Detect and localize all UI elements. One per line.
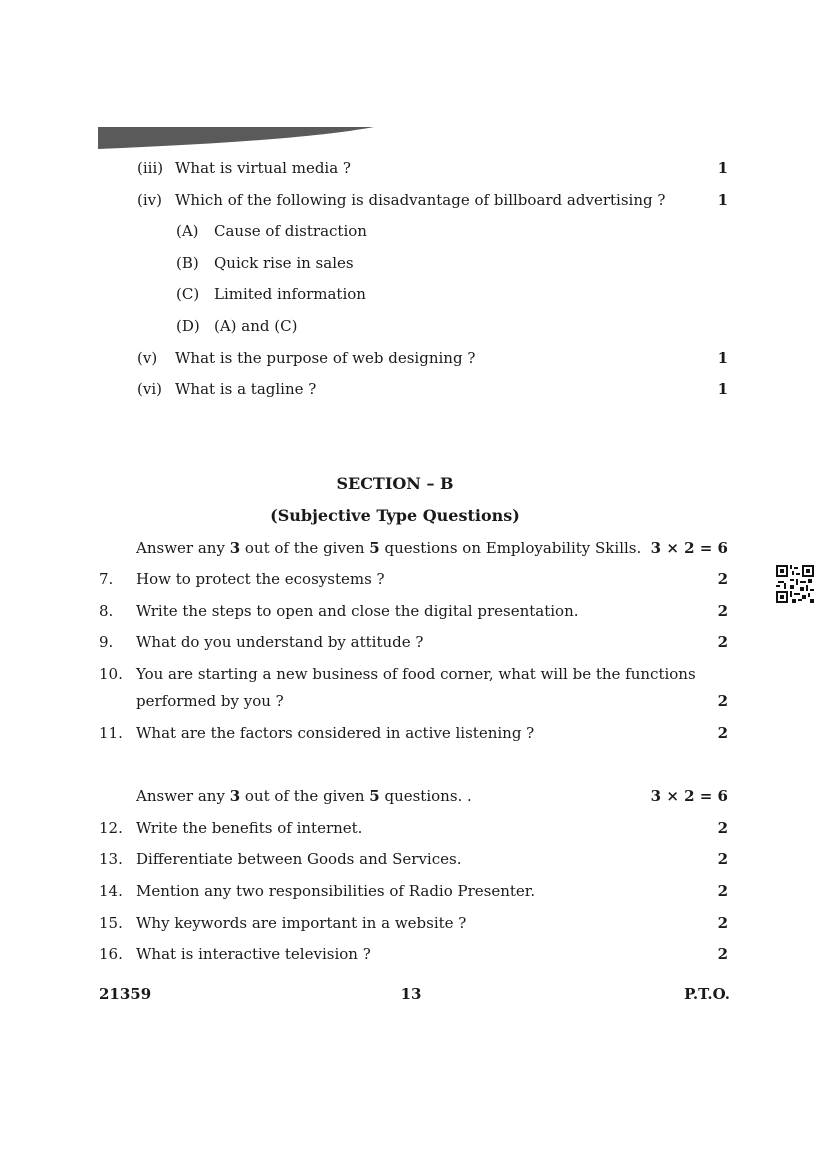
question-marks: 2 xyxy=(717,602,728,620)
option-label: (A) xyxy=(176,222,199,240)
paper-code: 21359 xyxy=(99,985,152,1003)
question-number: 9. xyxy=(99,633,114,651)
question-marks: 2 xyxy=(717,882,728,900)
question-number: 12. xyxy=(99,819,123,837)
question-number: 8. xyxy=(99,602,114,620)
question-marks: 2 xyxy=(717,692,728,710)
option-text: Quick rise in sales xyxy=(214,254,354,272)
question-marks: 2 xyxy=(717,570,728,588)
pto-label: P.T.O. xyxy=(684,985,730,1003)
question-number: 10. xyxy=(99,665,123,683)
section-title: SECTION – B xyxy=(336,474,454,493)
header-band-shape xyxy=(98,127,378,151)
question-marks: 1 xyxy=(717,380,728,398)
question-marks: 2 xyxy=(717,724,728,742)
group-instruction: Answer any 3 out of the given 5 questions on Employability Skills. xyxy=(136,539,642,557)
option-text: Cause of distraction xyxy=(214,222,367,240)
question-text: Write the benefits of internet. xyxy=(136,819,363,837)
question-text: Write the steps to open and close the digital presentation. xyxy=(136,602,579,620)
option-label: (B) xyxy=(176,254,199,272)
question-marks: 2 xyxy=(717,945,728,963)
question-marks: 2 xyxy=(717,914,728,932)
group-marks: 3 × 2 = 6 xyxy=(650,539,728,557)
question-number: 11. xyxy=(99,724,123,742)
option-text: Limited information xyxy=(214,285,366,303)
question-number: 15. xyxy=(99,914,123,932)
option-label: (D) xyxy=(176,317,200,335)
question-marks: 1 xyxy=(717,191,728,209)
group-marks: 3 × 2 = 6 xyxy=(650,787,728,805)
section-subtitle: (Subjective Type Questions) xyxy=(270,506,520,525)
question-number: (iii) xyxy=(137,159,164,177)
option-label: (C) xyxy=(176,285,200,303)
question-marks: 1 xyxy=(717,159,728,177)
question-marks: 2 xyxy=(717,819,728,837)
question-number: (v) xyxy=(137,349,158,367)
question-marks: 2 xyxy=(717,633,728,651)
question-number: (vi) xyxy=(137,380,162,398)
question-text: Differentiate between Goods and Services. xyxy=(136,850,462,868)
qr-code-icon xyxy=(776,565,814,603)
question-number: (iv) xyxy=(137,191,162,209)
question-text: What do you understand by attitude ? xyxy=(136,633,424,651)
question-number: 7. xyxy=(99,570,114,588)
question-text: Why keywords are important in a website ? xyxy=(136,914,467,932)
question-marks: 2 xyxy=(717,850,728,868)
question-number: 14. xyxy=(99,882,123,900)
question-text: What is a tagline ? xyxy=(175,380,317,398)
question-number: 13. xyxy=(99,850,123,868)
question-marks: 1 xyxy=(717,349,728,367)
page-number: 13 xyxy=(400,985,422,1003)
question-text: Mention any two responsibilities of Radio Presenter. xyxy=(136,882,536,900)
question-text: Which of the following is disadvantage of billboard advertising ? xyxy=(175,191,666,209)
question-number: 16. xyxy=(99,945,123,963)
group-instruction: Answer any 3 out of the given 5 questions. . xyxy=(136,787,472,805)
option-text: (A) and (C) xyxy=(214,317,298,335)
question-text: How to protect the ecosystems ? xyxy=(136,570,385,588)
question-text: What is the purpose of web designing ? xyxy=(175,349,476,367)
question-text: You are starting a new business of food corner, what will be the functions xyxy=(136,665,696,683)
question-text-continued: performed by you ? xyxy=(136,692,284,710)
question-text: What are the factors considered in active listening ? xyxy=(136,724,535,742)
question-text: What is interactive television ? xyxy=(136,945,371,963)
question-text: What is virtual media ? xyxy=(175,159,351,177)
